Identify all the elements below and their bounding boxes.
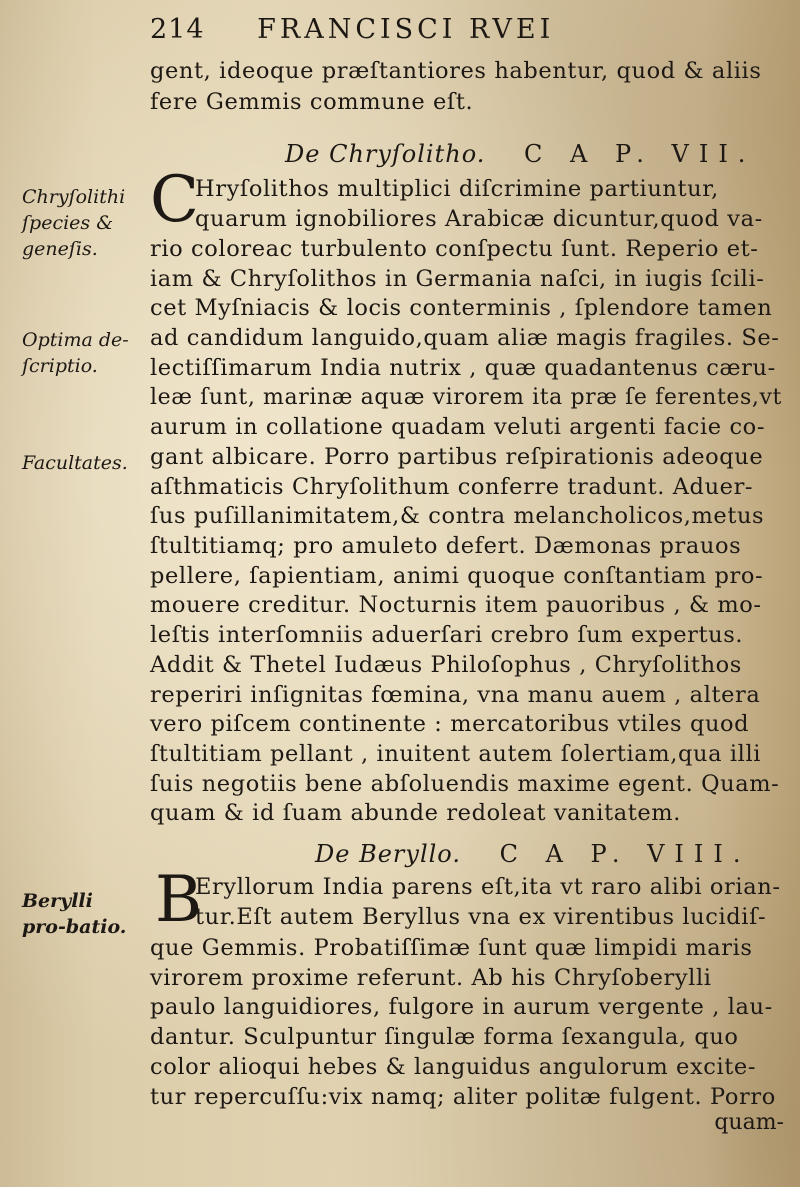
text-line: Addit & Thetel Iudæus Philoſophus , Chryſolithos	[150, 651, 742, 678]
catchword: quam-	[714, 1110, 784, 1135]
text-line: color alioqui hebes & languidus angulorum excite-	[150, 1053, 757, 1080]
text-line: virorem proxime referunt. Ab his Chryſoberylli	[150, 964, 712, 991]
text-line: dantur. Sculpuntur ſingulæ forma ſexangula, quo	[150, 1024, 739, 1051]
text-line: lectiſſimarum India nutrix , quæ quadantenus cæru-	[150, 354, 776, 381]
text-line: Hryſolithos multiplici diſcrimine partiuntur,	[195, 176, 719, 202]
drop-cap: B	[155, 863, 203, 937]
text-line: tur repercuſſu:vix namq; aliter politæ fulgent. Porro	[150, 1083, 776, 1110]
text-line: vero piſcem continente : mercatoribus vtiles quod	[150, 711, 750, 738]
running-header	[150, 14, 750, 45]
text-line: quam & id ſuam abunde redoleat vanitatem.	[150, 800, 681, 827]
text-line: aſthmaticis Chryſolithum conferre tradunt. Aduer-	[150, 473, 754, 500]
text-line: ſuis negotiis bene abſoluendis maxime egent. Quam-	[150, 770, 780, 797]
margin-note: Facultates.	[22, 452, 128, 474]
page-number: 214	[150, 14, 205, 45]
text-line: gent, ideoque præſtantiores habentur, quod & aliis	[150, 58, 762, 84]
text-line: cet Myſniacis & locis conterminis , ſplendore tamen	[150, 295, 773, 322]
chapter-heading	[285, 140, 755, 168]
text-line: ſtultitiamq; pro amuleto defert. Dæmonas prauos	[150, 533, 742, 559]
text-line: paulo languidiores, fulgore in aurum vergente , lau-	[150, 994, 773, 1021]
chapter-number: C A P. VII.	[524, 140, 756, 168]
margin-note: Optima de-ſcriptio.	[22, 329, 129, 377]
text-line: rio coloreac turbulento conſpectu ſunt. Reperio et-	[150, 236, 759, 262]
text-line: gant albicare. Porro partibus reſpirationis adeoque	[150, 443, 764, 470]
chapter-title: De Chryſolitho.	[285, 140, 486, 168]
drop-cap: C	[150, 163, 199, 237]
text-line: reperiri inſignitas fœmina, vna manu auem , altera	[150, 681, 761, 708]
text-line: pellere, ſapientiam, animi quoque conſtantiam pro-	[150, 562, 764, 589]
running-title: FRANCISCI RVEI	[257, 14, 555, 45]
chapter-number: C A P. VIII.	[499, 840, 751, 868]
chapter-heading	[315, 840, 751, 868]
text-line: ad candidum languido,quam aliæ magis fragiles. Se-	[150, 325, 780, 352]
text-line: mouere creditur. Nocturnis item pauoribus , & mo-	[150, 592, 762, 619]
text-line: quarum ignobiliores Arabicæ dicuntur,quod va-	[195, 206, 763, 232]
text-line: ſtultitiam pellant , inuitent autem ſolertiam,qua illi	[150, 740, 762, 767]
chapter-title: De Beryllo.	[315, 840, 461, 868]
text-line: leſtis interſomniis aduerſari crebro ſum expertus.	[150, 622, 744, 649]
text-line: iam & Chryſolithos in Germania naſci, in iugis ſcili-	[150, 265, 765, 292]
text-line: fere Gemmis commune eſt.	[150, 89, 474, 115]
text-line: Eryllorum India parens eſt,ita vt raro alibi orian-	[195, 874, 781, 900]
text-line: tur.Eſt autem Beryllus vna ex virentibus lucidiſ-	[195, 904, 767, 930]
text-line: leæ ſunt, marinæ aquæ virorem ita præ ſe ferentes,vt	[150, 384, 782, 410]
text-line: aurum in collatione quadam veluti argenti facie co-	[150, 414, 766, 441]
margin-note: Chryſolithi ſpecies & geneſis.	[22, 186, 126, 260]
margin-note: Berylli pro-batio.	[22, 890, 127, 938]
text-line: que Gemmis. Probatiſſimæ ſunt quæ limpidi maris	[150, 935, 753, 961]
text-line: ſus puſillanimitatem,& contra melancholicos,metus	[150, 503, 765, 530]
